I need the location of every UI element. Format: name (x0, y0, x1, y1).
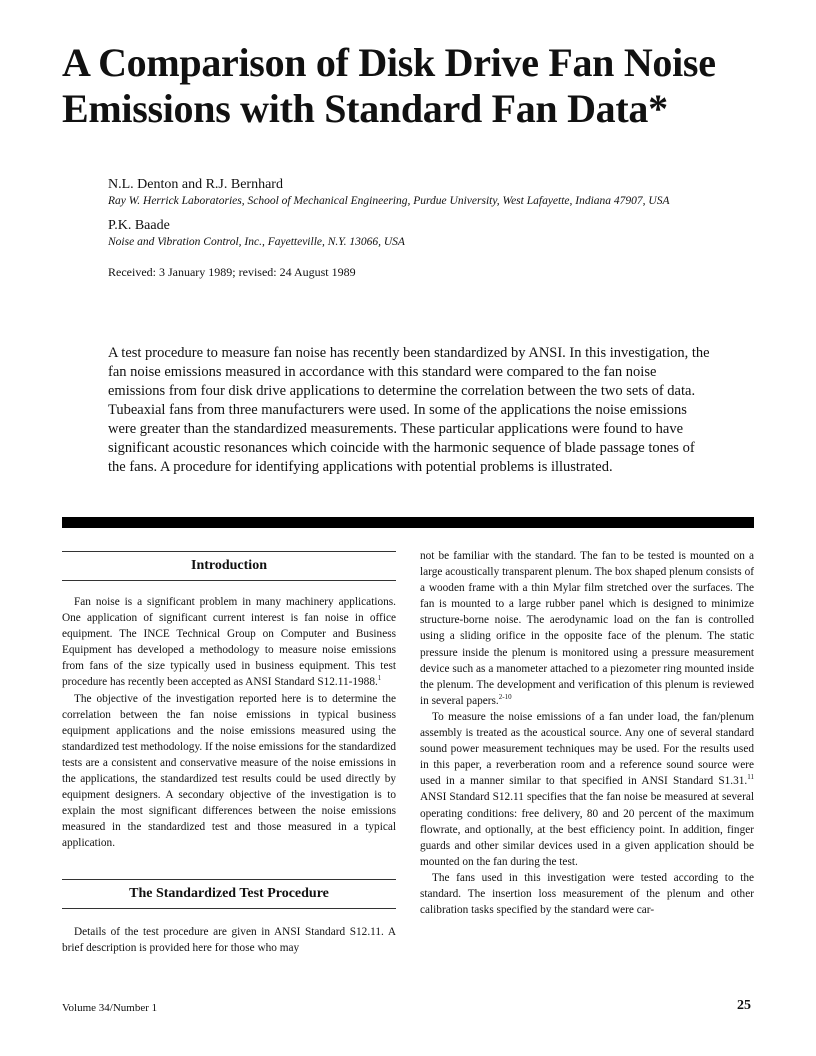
author-block (108, 176, 748, 281)
footnote-ref: 1 (377, 674, 382, 683)
right-column (420, 548, 754, 918)
right-paragraph-3: The fans used in this investigation were tested according to the standard. The insertion loss measurement of the plenum and other calibration tasks specified by the standard were car- (420, 871, 754, 917)
abstract: A test procedure to measure fan noise has recently been standardized by ANSI. In this investigation, the fan noise emissions measured in accordance with this standard were compared to the fan noise emissions from four disk drive applications to determine the correlation between the two sets of data. Tubeaxial fans from three manufacturers were used. In some of the applications the noise emissions were greater than the standardized measurements. These particular applications were found to have significant acoustic resonances which coincide with the harmonic sequence of blade passage tones of the fans. A procedure for identifying applications with potential problems is illustrated. (108, 345, 710, 475)
standard-paragraph-1: Details of the test procedure are given in ANSI Standard S12.11. A brief description is provided here for those who may (62, 925, 396, 954)
introduction-heading: Introduction (191, 558, 267, 573)
standard-procedure-heading-box (62, 876, 396, 912)
left-column (62, 548, 396, 956)
intro-paragraph-1: Fan noise is a significant problem in many machinery applications. One application of significant current interest is fan noise in office equipment. The INCE Technical Group on Computer and Business Equipment has developed a methodology to measure noise emissions from fans of the size typically used in business equipment. This test procedure has recently been accepted as ANSI Standard S12.11-1988.$^1$ (62, 596, 396, 689)
author-names-2: P.K. Baade (108, 218, 170, 233)
footnote-ref: 11 (747, 773, 754, 782)
author-affiliation-2: Noise and Vibration Control, Inc., Fayetteville, N.Y. 13066, USA (108, 236, 405, 248)
author-affiliation-1: Ray W. Herrick Laboratories, School of Mechanical Engineering, Purdue University, West Lafayette, Indiana 47907, USA (108, 195, 670, 207)
received-dates: Received: 3 January 1989; revised: 24 August 1989 (108, 265, 356, 279)
journal-volume: Volume 34/Number 1 (62, 1002, 158, 1014)
standard-procedure-heading: The Standardized Test Procedure (129, 885, 329, 901)
page-number: 25 (737, 998, 751, 1013)
paper-title: A Comparison of Disk Drive Fan Noise Emissions with Standard Fan Data* (62, 40, 716, 131)
footnote-ref: 2-10 (498, 693, 512, 702)
right-paragraph-2: To measure the noise emissions of a fan under load, the fan/plenum assembly is treated as the acoustical source. Any one of several standard sound power measurement techniques may be used. For the results used in this paper, a reverberation room and a reference sound source were used in a manner similar to that specified in ANSI Standard S1.31.11 ANSI Standard S12.11 specifies that the fan noise be measured at several operating conditions: free delivery, 80 and 20 percent of the maximum flowrate, and optionally, at the best efficiency point. In addition, finger guards and other similar devices used in a given application should be mounted on the fan during the test. (420, 710, 754, 868)
intro-paragraph-2: The objective of the investigation reported here is to determine the correlation between the fan noise emissions in typical business equipment applications and the noise emissions measured using the standardized test methodology. If the noise emissions for the standardized tests are a consistent and conservative measure of the noise emissions in the applications, the standardized test results could be used directly by equipment designers. A secondary objective of the investigation is to explain the most significant differences between the noise emissions measured in the standardized test and those measured in a typical application. (62, 692, 396, 850)
author-names-1: N.L. Denton and R.J. Bernhard (108, 177, 283, 192)
introduction-heading-box (62, 548, 396, 584)
section-divider-bar (62, 517, 754, 528)
right-paragraph-1: not be familiar with the standard. The fan to be tested is mounted on a large acoustically transparent plenum. The box shaped plenum consists of a wooden frame with a thin Mylar film stretched over the surfaces. The fan is mounted to a large rubber panel which is designed to minimize structure-borne noise. The aerodynamic load on the fan is controlled using a sliding orifice in the opposite face of the plenum. The static pressure inside the plenum is monitored using a pressure measurement device such as a manometer attached to a piezometer ring mounted inside the plenum. The development and verification of this plenum is reviewed in several papers.$^{2-10}$ (420, 550, 754, 707)
